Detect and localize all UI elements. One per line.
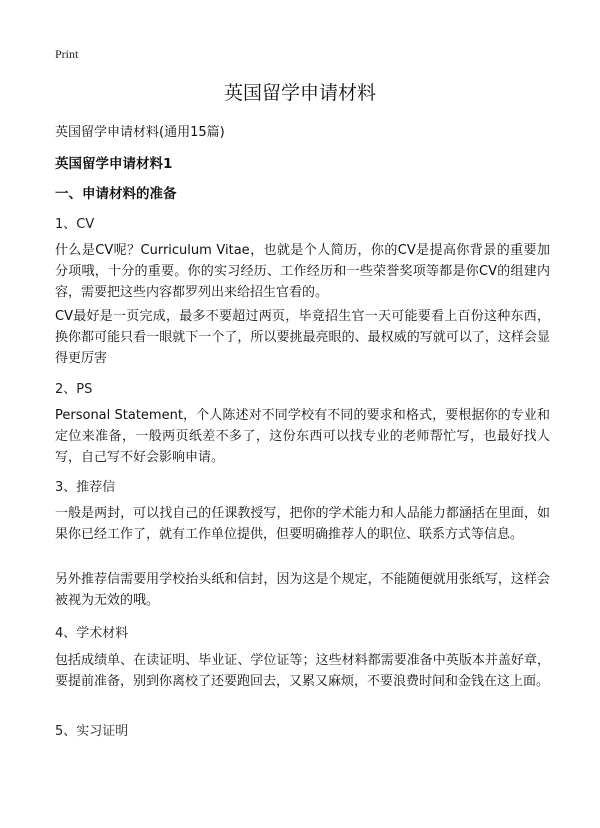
paragraph-cv-1: 什么是CV呢？Curriculum Vitae，也就是个人简历，你的CV是提高你背景的重要加分项哦，十分的重要。你的实习经历、工作经历和一些荣誉奖项等都是你CV的组建内容，需要把这些内容都罗列出来给招生官看的。 xyxy=(55,243,550,300)
paragraph-ps-1: Personal Statement，个人陈述对不同学校有不同的要求和格式，要根据你的专业和定位来准备，一般两页纸差不多了，这份东西可以找专业的老师帮忙写，也最好找人写，自己写不好会影响申请。 xyxy=(55,408,550,465)
paragraph-recommendation-1: 一般是两封，可以找自己的任课教授写，把你的学术能力和人品能力都涵括在里面，如果你已经工作了，就有工作单位提供，但要明确推荐人的职位、联系方式等信息。 xyxy=(55,506,550,542)
item-heading-recommendation: 3、推荐信 xyxy=(55,480,116,495)
print-label: Print xyxy=(55,47,79,61)
chapter-title: 一、申请材料的准备 xyxy=(55,186,177,202)
item-heading-internship: 5、实习证明 xyxy=(55,724,129,739)
paragraph-cv-2: CV最好是一页完成，最多不要超过两页，毕竟招生官一天可能要看上百份这种东西，换你都可能只看一眼就下一个了，所以要挑最亮眼的、最权威的写就可以了，这样会显得更厉害 xyxy=(55,309,550,366)
paragraph-recommendation-2: 另外推荐信需要用学校抬头纸和信封，因为这是个规定，不能随便就用张纸写，这样会被视为无效的哦。 xyxy=(55,572,550,608)
item-heading-ps: 2、PS xyxy=(55,382,93,397)
section-title: 英国留学申请材料1 xyxy=(55,156,173,172)
paragraph-academic-1: 包括成绩单、在读证明、毕业证、学位证等；这些材料都需要准备中英版本并盖好章，要提前准备，别到你离校了还要跑回去，又累又麻烦，不要浪费时间和金钱在这上面。 xyxy=(55,653,550,689)
item-heading-cv: 1、CV xyxy=(55,217,95,232)
document-subtitle: 英国留学申请材料(通用15篇) xyxy=(55,125,225,140)
document-title: 英国留学申请材料 xyxy=(223,82,376,104)
item-heading-academic: 4、学术材料 xyxy=(55,626,129,641)
